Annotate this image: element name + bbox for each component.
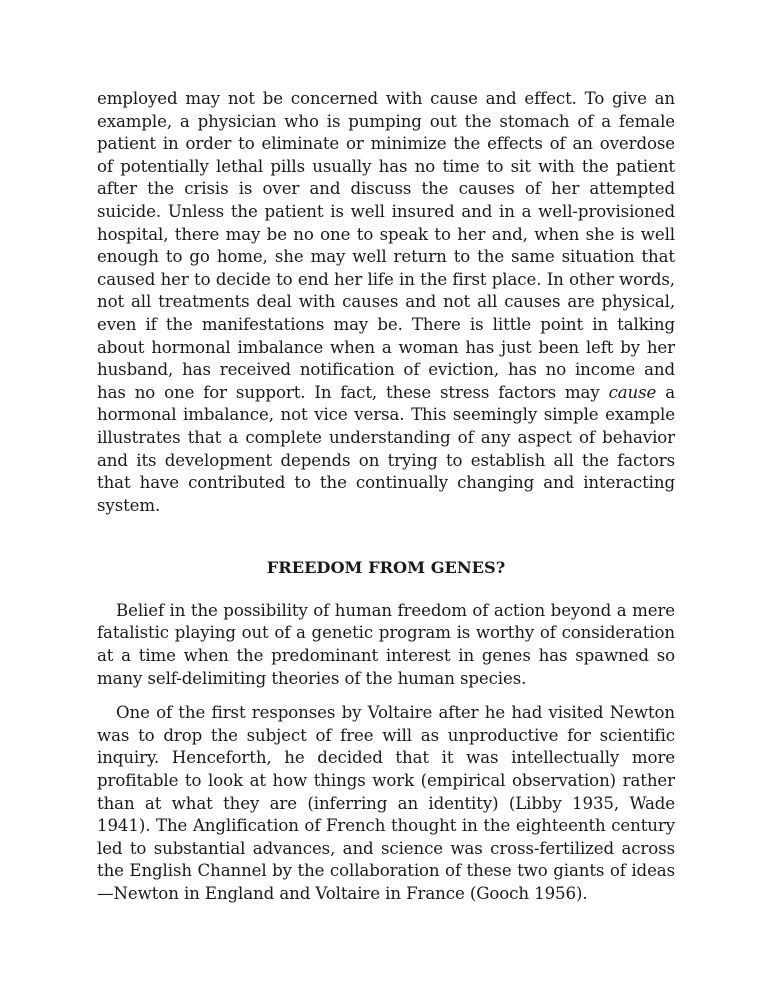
body-paragraph-1: [97, 88, 675, 517]
body-paragraph-2: Belief in the possibility of human freedom of action beyond a mere fatalistic playing out of a genetic program is worthy of consideration at a time when the predominant interest in genes has spawned so many self-delimiting theories of the human species.: [97, 600, 675, 688]
section-heading: FREEDOM FROM GENES?: [266, 558, 506, 578]
document-page: [97, 88, 675, 906]
body-paragraph-3: One of the first responses by Voltaire after he had visited Newton was to drop the subject of free will as unproductive for scientific inquiry. Henceforth, he decided that it was intellectually more profitable to look at how things work (empirical observation) rather than at what they are (inferring an identity) (Libby 1935, Wade 1941). The Anglification of French thought in the eighteenth century led to substantial advances, and science was cross-fertilized across the English Channel by the collaboration of these two giants of ideas—Newton in England and Voltaire in France (Gooch 1956).: [97, 703, 675, 903]
paragraph-1-text-b: a hormonal imbalance, not vice versa. This seemingly simple example illustrates that a complete understanding of any aspect of behavior and its development depends on trying to establish all the factors that have contributed to the continually changing and interacting system.: [97, 382, 675, 515]
emphasis-cause: cause: [608, 382, 657, 402]
paragraph-1-text-a: employed may not be concerned with cause and effect. To give an example, a physician who is pumping out the stomach of a female patient in order to eliminate or minimize the effects of an overdose of potentially lethal pills usually has no time to sit with the patient after the crisis is over and discuss the causes of her attempted suicide. Unless the patient is well insured and in a well-provisioned hospital, there may be no one to speak to her and, when she is well enough to go home, she may well return to the same situation that caused her to decide to end her life in the first place. In other words, not all treatments deal with causes and not all causes are physical, even if the manifestations may be. There is little point in talking about hormonal imbalance when a woman has just been left by her husband, has received notification of eviction, has no income and has no one for support. In fact, these stress factors may: [97, 89, 675, 402]
